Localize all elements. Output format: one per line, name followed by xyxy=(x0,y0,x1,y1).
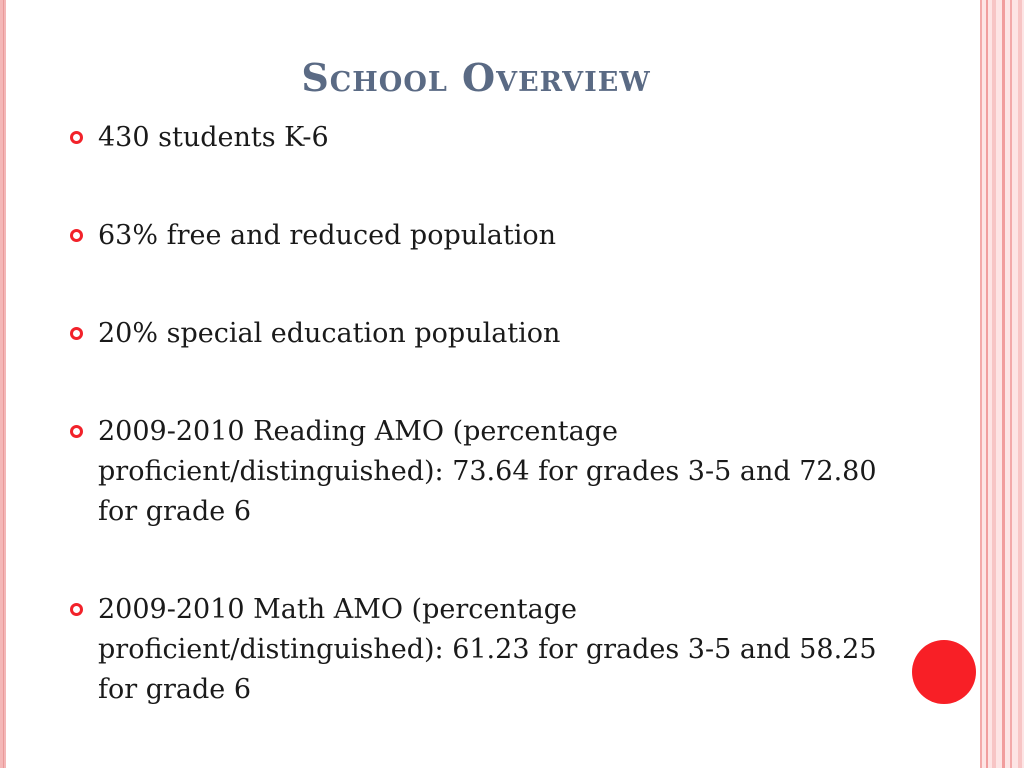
stripe xyxy=(1018,0,1022,768)
bullet-text: 2009-2010 Math AMO (percentage proficient/distinguished): 61.23 for grades 3-5 and 58.25 for grade 6 xyxy=(98,594,877,705)
bullet-text: 2009-2010 Reading AMO (percentage proficient/distinguished): 73.64 for grades 3-5 and 72.80 for grade 6 xyxy=(98,416,877,527)
ring-bullet-icon xyxy=(70,131,83,144)
ring-bullet-icon xyxy=(70,229,83,242)
stripe xyxy=(1010,0,1012,768)
stripe xyxy=(980,0,982,768)
red-circle-icon xyxy=(912,640,976,704)
stripe xyxy=(986,0,988,768)
bullet-text: 430 students K-6 xyxy=(98,122,329,153)
ring-bullet-icon xyxy=(70,425,83,438)
bullet-text: 63% free and reduced population xyxy=(98,220,556,251)
ring-bullet-icon xyxy=(70,327,83,340)
slide-title: School Overview xyxy=(301,55,651,100)
right-stripe-border xyxy=(980,0,1024,768)
bullet-item xyxy=(70,314,900,354)
bullet-item xyxy=(70,118,900,158)
bullet-item xyxy=(70,412,900,532)
content-panel xyxy=(6,0,980,768)
ring-bullet-icon xyxy=(70,603,83,616)
bullet-item xyxy=(70,216,900,256)
bullet-item xyxy=(70,590,900,710)
bullet-text: 20% special education population xyxy=(98,318,561,349)
stripe xyxy=(992,0,996,768)
stripe xyxy=(1002,0,1005,768)
bullet-list xyxy=(70,118,900,710)
